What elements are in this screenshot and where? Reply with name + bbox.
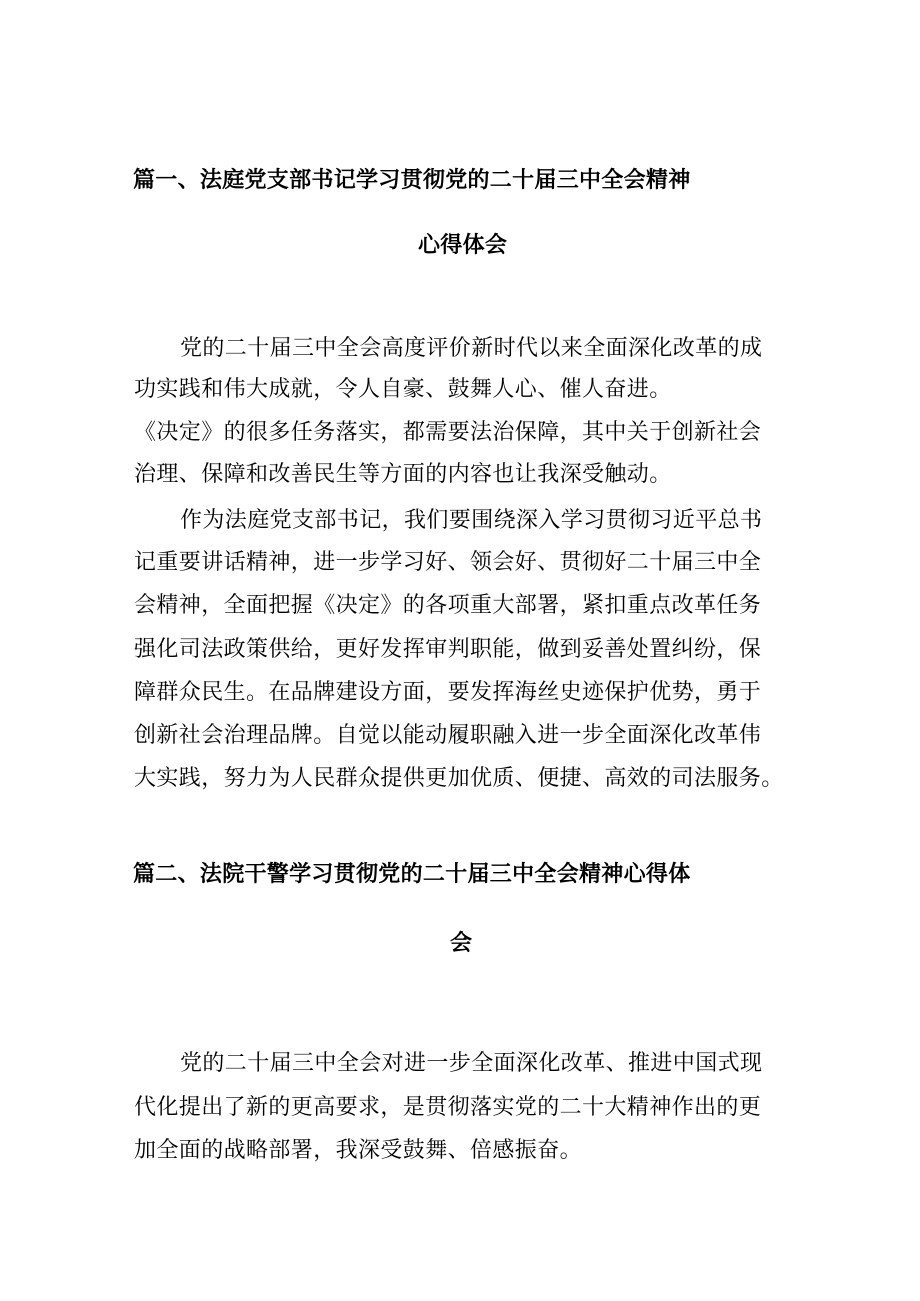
section1-title-line2: 心得体会 (418, 233, 508, 258)
section1-para1-line4: 治理、保障和改善民生等方面的内容也让我深受触动。 (134, 462, 672, 487)
section2-title-line1: 篇二、法院干警学习贯彻党的二十届三中全会精神心得体 (133, 862, 691, 887)
section2-title-line2: 会 (450, 931, 473, 956)
section1-para1-line1: 党的二十届三中全会高度评价新时代以来全面深化改革的成 (180, 336, 763, 361)
section1-para2-line7: 大实践，努力为人民群众提供更加优质、便捷、高效的司法服务。 (134, 766, 784, 791)
section1-para2-line5: 障群众民生。在品牌建设方面，要发挥海丝史迹保护优势，勇于 (134, 680, 762, 705)
section1-para2-line3: 会精神，全面把握《决定》的各项重大部署，紧扣重点改革任务 (134, 593, 762, 618)
section1-para1-line2: 功实践和伟大成就，令人自豪、鼓舞人心、催人奋进。 (134, 377, 672, 402)
section1-title-line1: 篇一、法庭党支部书记学习贯彻党的二十届三中全会精神 (133, 168, 691, 193)
section1-para1-line3: 《决定》的很多任务落实，都需要法治保障，其中关于创新社会 (134, 420, 762, 445)
section1-para2-line2: 记重要讲话精神，进一步学习好、领会好、贯彻好二十届三中全 (134, 550, 762, 575)
section2-para1-line2: 代化提出了新的更高要求，是贯彻落实党的二十大精神作出的更 (134, 1095, 762, 1120)
section1-para2-line1: 作为法庭党支部书记，我们要围绕深入学习贯彻习近平总书 (180, 508, 763, 533)
section2-para1-line1: 党的二十届三中全会对进一步全面深化改革、推进中国式现 (180, 1051, 763, 1076)
section2-para1-line3: 加全面的战略部署，我深受鼓舞、倍感振奋。 (134, 1138, 583, 1163)
section1-para2-line6: 创新社会治理品牌。自觉以能动履职融入进一步全面深化改革伟 (134, 723, 762, 748)
section1-para2-line4: 强化司法政策供给，更好发挥审判职能，做到妥善处置纠纷，保 (134, 637, 762, 662)
